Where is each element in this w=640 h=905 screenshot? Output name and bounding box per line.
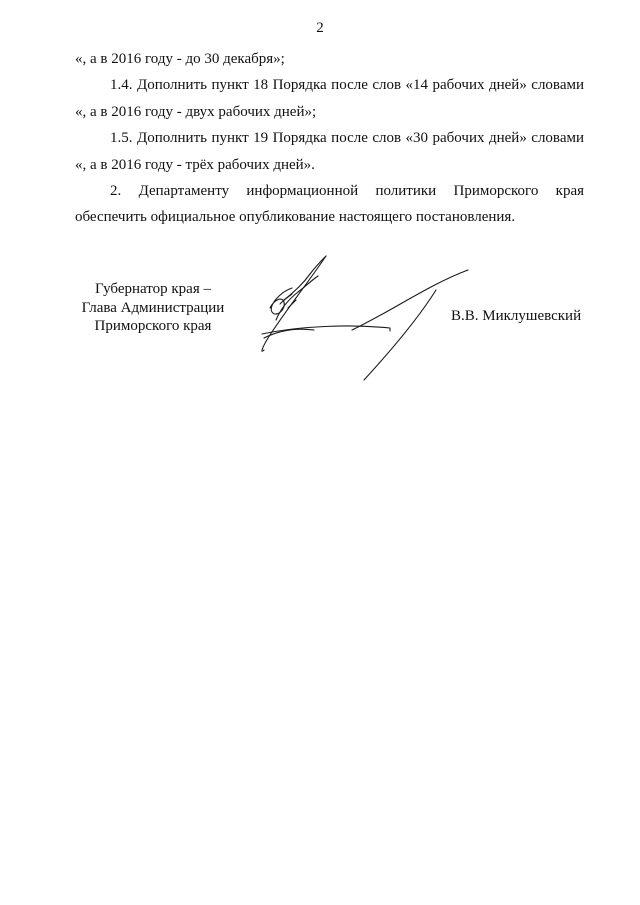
handwritten-signature — [240, 230, 480, 390]
paragraph-item-1-4: 1.4. Дополнить пункт 18 Порядка после слов «14 рабочих дней» словами «, а в 2016 году - двух рабочих дней»; — [75, 77, 584, 120]
signatory-name: В.В. Миклушевский — [451, 308, 582, 324]
signature-block — [0, 280, 640, 420]
signatory-title — [78, 280, 228, 336]
signatory-title-line-1: Губернатор края – — [95, 281, 211, 297]
paragraph-item-1-5: 1.5. Дополнить пункт 19 Порядка после слов «30 рабочих дней» словами «, а в 2016 году - трёх рабочих дней». — [75, 130, 584, 173]
signatory-title-line-2: Глава Администрации — [81, 299, 225, 316]
paragraph-item-2: 2. Департаменту информационной политики Приморского края обеспечить официальное опубликование настоящего постановления. — [75, 183, 584, 226]
signatory-title-line-3: Приморского края — [94, 318, 212, 334]
paragraph-continuation: «, а в 2016 году - до 30 декабря»; — [75, 51, 285, 67]
page-number: 2 — [316, 20, 324, 36]
document-body — [75, 46, 584, 231]
